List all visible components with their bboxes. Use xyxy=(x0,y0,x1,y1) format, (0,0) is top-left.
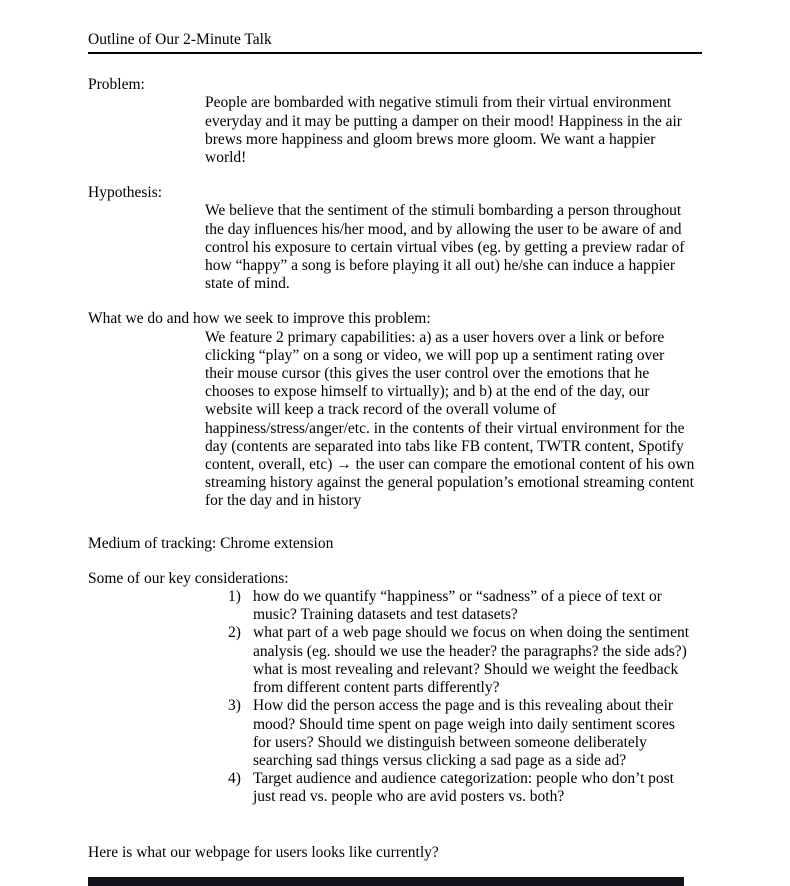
document-title: Outline of Our 2-Minute Talk xyxy=(88,31,702,54)
item-number: 1) xyxy=(228,588,241,606)
considerations-label: Some of our key considerations: xyxy=(88,569,289,587)
considerations-list xyxy=(228,588,702,806)
section-problem xyxy=(88,76,702,167)
section-body: We believe that the sentiment of the stimuli bombarding a person throughout the day influences his/her mood, and by allowing the user to be aware of and control his exposure to certain virtual vibes (eg. by getting a preview radar of how “happy” a song is before playing it all out) he/she can induce a happier state of mind. xyxy=(205,202,685,293)
list-item xyxy=(228,624,702,697)
section-what-we-do xyxy=(88,310,702,510)
item-text: How did the person access the page and is this revealing about their mood? Should time spent on page weigh into daily sentiment scores for users? Should we distinguish between someone deliberately searching sad things versus clicking a sad page as a side ad? xyxy=(253,697,675,769)
list-item xyxy=(228,697,702,770)
list-item xyxy=(228,770,702,806)
section-hypothesis xyxy=(88,184,702,293)
item-text: how do we quantify “happiness” or “sadness” of a piece of text or music? Training datasets and test datasets? xyxy=(253,588,662,624)
section-label: What we do and how we seek to improve this problem: xyxy=(88,310,431,328)
item-number: 3) xyxy=(228,697,241,715)
item-text: Target audience and audience categorization: people who don’t post just read vs. people who are avid posters vs. both? xyxy=(253,770,674,806)
section-label: Problem: xyxy=(88,76,145,94)
section-body: People are bombarded with negative stimuli from their virtual environment everyday and it may be putting a damper on their mood! Happiness in the air brews more happiness and gloom brews more gloom. We want a happier world! xyxy=(205,94,682,167)
list-item xyxy=(228,588,702,624)
closing-line: Here is what our webpage for users looks like currently? xyxy=(88,843,439,861)
medium-of-tracking-line: Medium of tracking: Chrome extension xyxy=(88,534,334,552)
item-text: what part of a web page should we focus on when doing the sentiment analysis (eg. should we use the header? the paragraphs? the side ads?) what is most revealing and relevant? Should we weight the feedback from different content parts differently? xyxy=(253,624,690,697)
section-body: We feature 2 primary capabilities: a) as a user hovers over a link or before clicking “play” on a song or video, we will pop up a sentiment rating over their mouse cursor (this gives the user control over the emotions that he chooses to expose himself to virtually); and b) at the end of the day, our website will keep a track record of the overall volume of happiness/stress/anger/etc. in the contents of their virtual environment for the day (contents are separated into tabs like FB content, TWTR content, Spotify content, overall, etc) → the user can compare the emotional content of his own streaming history against the general population’s emotional streaming content for the day and in history xyxy=(205,328,695,510)
section-label: Hypothesis: xyxy=(88,184,163,202)
item-number: 2) xyxy=(228,624,241,642)
document-content xyxy=(88,31,702,862)
webpage-preview-strip xyxy=(88,877,684,886)
item-number: 4) xyxy=(228,770,241,788)
